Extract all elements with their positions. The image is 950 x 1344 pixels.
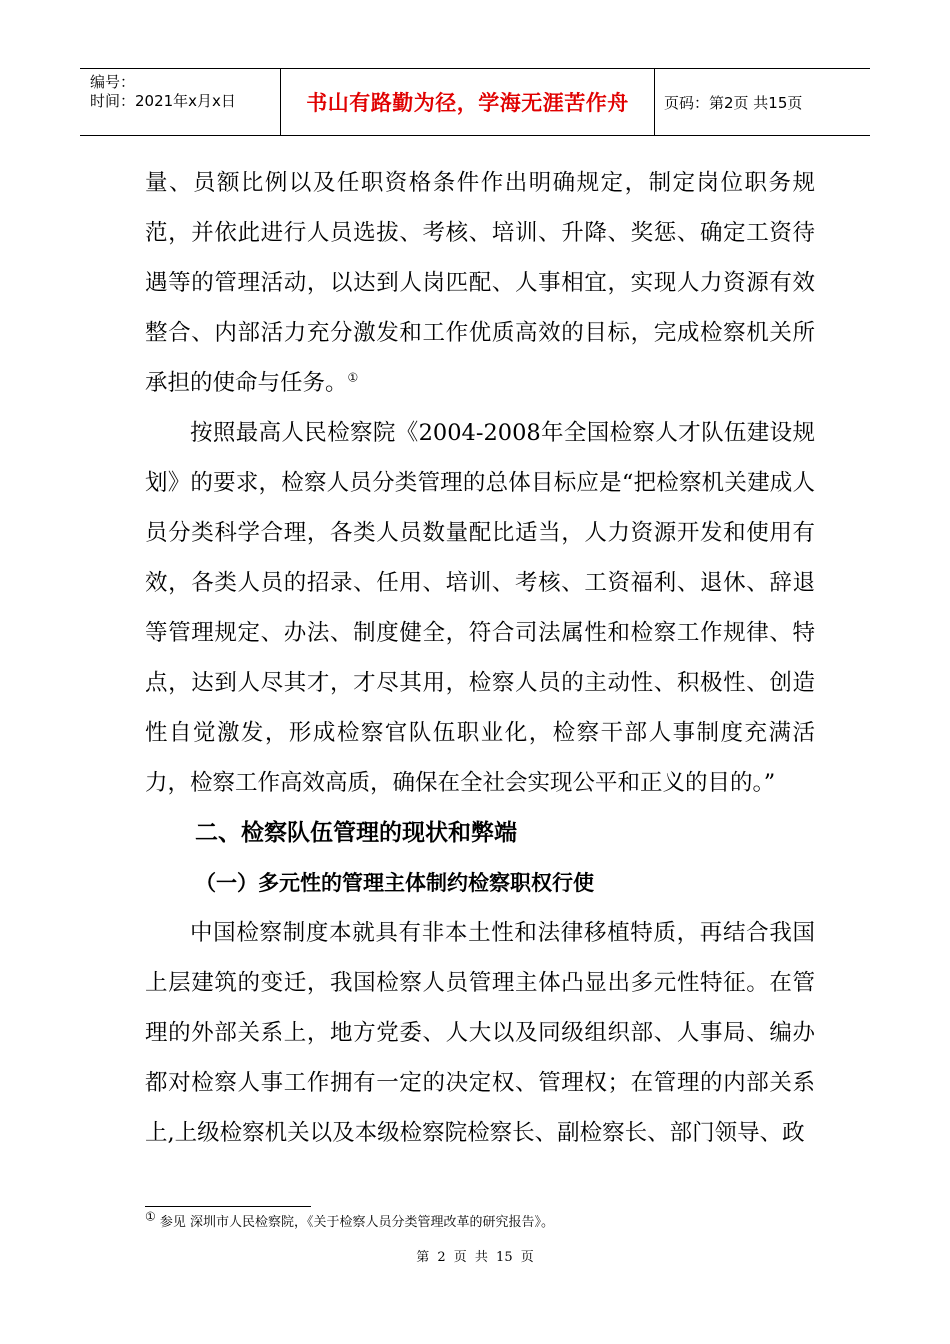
number-label: 编号：: [90, 73, 136, 91]
time-label: 时间：2021年x月x日: [90, 92, 236, 110]
footnote-text: 参见 深圳市人民检察院，《关于检察人员分类管理改革的研究报告》。: [159, 1215, 555, 1230]
paragraph-1-text: 量、员额比例以及任职资格条件作出明确规定，制定岗位职务规范，并依此进行人员选拔、考核、培训、升降、奖惩、确定工资待遇等的管理活动，以达到人岗匹配、人事相宜，实现人力资源有效整合、内部活力充分激发和工作优质高效的目标，完成检察机关所承担的使命与任务。: [145, 170, 815, 396]
page-header: [80, 68, 870, 136]
paragraph-2: 按照最高人民检察院《2004-2008年全国检察人才队伍建设规划》的要求，检察人员分类管理的总体目标应是“把检察机关建成人员分类科学合理，各类人员数量配比适当，人力资源开发和使用有效，各类人员的招录、任用、培训、考核、工资福利、退休、辞退等管理规定、办法、制度健全，符合司法属性和检察工作规律、特点，达到人尽其才，才尽其用，检察人员的主动性、积极性、创造性自觉激发，形成检察官队伍职业化，检察干部人事制度充满活力，检察工作高效高质，确保在全社会实现公平和正义的目的。”: [145, 420, 815, 796]
subsection-heading: （一）多元性的管理主体制约检察职权行使: [195, 871, 594, 895]
header-page-info: 页码：第2页 共15页: [664, 93, 803, 112]
footnote: [145, 1211, 554, 1230]
header-meta: [80, 69, 281, 135]
page-number: 第 2 页 共 15 页: [416, 1250, 534, 1265]
footnote-mark: ①: [145, 1209, 156, 1224]
paragraph-1: [145, 158, 815, 408]
section-heading: 二、检察队伍管理的现状和弊端: [195, 820, 517, 846]
footnote-reference[interactable]: ①: [347, 370, 359, 385]
paragraph-3: 中国检察制度本就具有非本土性和法律移植特质，再结合我国上层建筑的变迁，我国检察人员管理主体凸显出多元性特征。在管理的外部关系上，地方党委、人大以及同级组织部、人事局、编办都对检察人事工作拥有一定的决定权、管理权；在管理的内部关系上,上级检察机关以及本级检察院检察长、副检察长、部门领导、政: [145, 920, 815, 1146]
header-motto: 书山有路勤为径，学海无涯苦作舟: [281, 69, 655, 135]
footnote-divider: [145, 1206, 311, 1207]
document-body: [145, 158, 815, 1158]
